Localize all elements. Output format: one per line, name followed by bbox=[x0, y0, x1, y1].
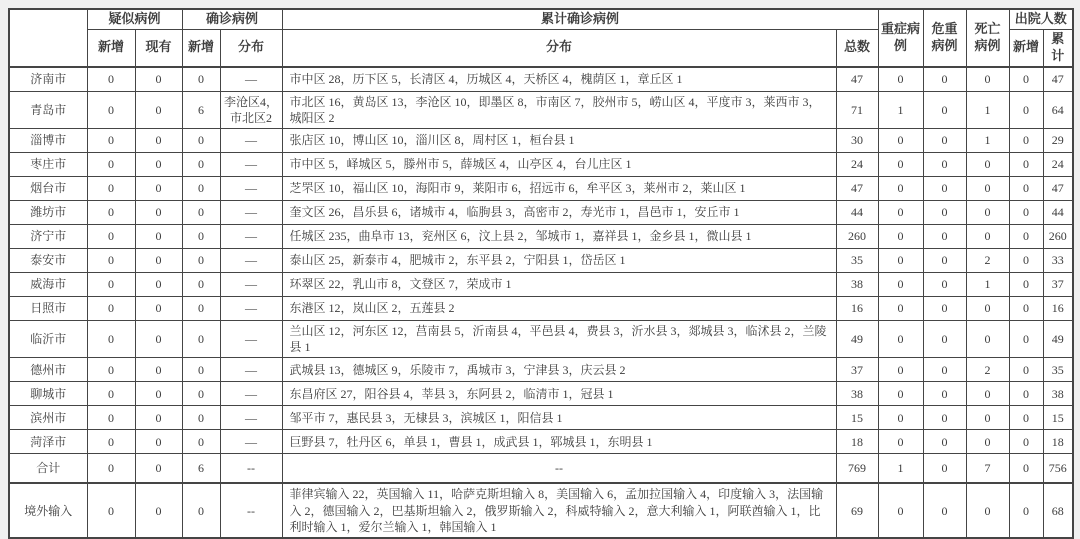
cell-suspected-new: 0 bbox=[87, 177, 135, 201]
header-suspected-cases: 疑似病例 bbox=[87, 9, 182, 29]
table-row bbox=[9, 273, 1073, 297]
cell-confirmed-dist: — bbox=[220, 297, 282, 321]
cell-discharged-cum: 24 bbox=[1043, 153, 1073, 177]
cell-severe: 0 bbox=[878, 430, 923, 454]
cell-cumulative-dist: 市中区 28，历下区 5，长清区 4，历城区 4，天桥区 4，槐荫区 1，章丘区 1 bbox=[282, 67, 836, 92]
cell-confirmed-dist: — bbox=[220, 177, 282, 201]
cell-city: 临沂市 bbox=[9, 321, 87, 358]
subheader-confirmed-dist: 分布 bbox=[220, 29, 282, 66]
cell-cumulative-dist: 市北区 16，黄岛区 13，李沧区 10，即墨区 8，市南区 7，胶州市 5，崂山区 4，平度市 3，莱西市 3，城阳区 2 bbox=[282, 91, 836, 128]
cell-cumulative-total: 16 bbox=[836, 297, 878, 321]
cell-city: 泰安市 bbox=[9, 249, 87, 273]
table-row bbox=[9, 382, 1073, 406]
cell-death: 1 bbox=[966, 273, 1009, 297]
table-row bbox=[9, 201, 1073, 225]
cell-confirmed-new: 0 bbox=[182, 297, 220, 321]
cell-cumulative-total: 18 bbox=[836, 430, 878, 454]
cell-critical: 0 bbox=[923, 225, 966, 249]
subheader-discharged-cum: 累计 bbox=[1043, 29, 1073, 66]
cell-severe: 0 bbox=[878, 153, 923, 177]
cell-critical: 0 bbox=[923, 454, 966, 484]
header-confirmed-cases: 确诊病例 bbox=[182, 9, 282, 29]
cell-city: 滨州市 bbox=[9, 406, 87, 430]
cell-cumulative-total: 24 bbox=[836, 153, 878, 177]
cell-cumulative-total: 44 bbox=[836, 201, 878, 225]
cell-suspected-new: 0 bbox=[87, 382, 135, 406]
cell-discharged-cum: 38 bbox=[1043, 382, 1073, 406]
cell-confirmed-dist: -- bbox=[220, 483, 282, 538]
cell-confirmed-new: 0 bbox=[182, 153, 220, 177]
cell-severe: 0 bbox=[878, 273, 923, 297]
cell-cumulative-dist: 张店区 10，博山区 10，淄川区 8，周村区 1，桓台县 1 bbox=[282, 129, 836, 153]
cell-confirmed-new: 0 bbox=[182, 406, 220, 430]
cell-severe: 0 bbox=[878, 129, 923, 153]
cell-city: 青岛市 bbox=[9, 91, 87, 128]
cell-suspected-new: 0 bbox=[87, 406, 135, 430]
cell-suspected-new: 0 bbox=[87, 454, 135, 484]
cell-cumulative-dist: 市中区 5，峄城区 5，滕州市 5，薛城区 4，山亭区 4，台儿庄区 1 bbox=[282, 153, 836, 177]
cell-confirmed-new: 0 bbox=[182, 201, 220, 225]
cell-death: 0 bbox=[966, 297, 1009, 321]
cell-city: 潍坊市 bbox=[9, 201, 87, 225]
cell-suspected-current: 0 bbox=[135, 406, 182, 430]
cell-severe: 0 bbox=[878, 201, 923, 225]
cell-discharged-cum: 47 bbox=[1043, 177, 1073, 201]
cell-confirmed-new: 0 bbox=[182, 177, 220, 201]
cell-discharged-new: 0 bbox=[1009, 483, 1043, 538]
cell-death: 0 bbox=[966, 406, 1009, 430]
cell-discharged-cum: 15 bbox=[1043, 406, 1073, 430]
cell-suspected-new: 0 bbox=[87, 273, 135, 297]
header-death-cases: 死亡病例 bbox=[966, 9, 1009, 67]
cell-death: 0 bbox=[966, 201, 1009, 225]
cell-cumulative-total: 38 bbox=[836, 382, 878, 406]
cell-discharged-new: 0 bbox=[1009, 382, 1043, 406]
cell-city: 枣庄市 bbox=[9, 153, 87, 177]
cell-severe: 0 bbox=[878, 297, 923, 321]
cell-city: 烟台市 bbox=[9, 177, 87, 201]
cell-suspected-current: 0 bbox=[135, 273, 182, 297]
table-row bbox=[9, 249, 1073, 273]
cell-city: 济南市 bbox=[9, 67, 87, 92]
cell-confirmed-new: 0 bbox=[182, 225, 220, 249]
cell-suspected-new: 0 bbox=[87, 67, 135, 92]
cell-death: 1 bbox=[966, 129, 1009, 153]
cell-confirmed-dist: -- bbox=[220, 454, 282, 484]
cell-suspected-new: 0 bbox=[87, 483, 135, 538]
cell-confirmed-dist: — bbox=[220, 129, 282, 153]
cell-confirmed-dist: — bbox=[220, 358, 282, 382]
cell-confirmed-new: 0 bbox=[182, 430, 220, 454]
cell-confirmed-dist: — bbox=[220, 321, 282, 358]
header-row-groups bbox=[9, 9, 1073, 29]
cell-confirmed-new: 0 bbox=[182, 358, 220, 382]
cell-confirmed-new: 0 bbox=[182, 321, 220, 358]
cell-suspected-new: 0 bbox=[87, 201, 135, 225]
cell-cumulative-total: 47 bbox=[836, 177, 878, 201]
cell-critical: 0 bbox=[923, 153, 966, 177]
table-body bbox=[9, 67, 1073, 538]
cell-cumulative-dist: 武城县 13，德城区 9，乐陵市 7，禹城市 3，宁津县 3，庆云县 2 bbox=[282, 358, 836, 382]
cell-confirmed-new: 0 bbox=[182, 273, 220, 297]
cell-critical: 0 bbox=[923, 67, 966, 92]
cell-discharged-new: 0 bbox=[1009, 153, 1043, 177]
cell-critical: 0 bbox=[923, 430, 966, 454]
cell-suspected-current: 0 bbox=[135, 67, 182, 92]
cell-discharged-new: 0 bbox=[1009, 454, 1043, 484]
cell-suspected-new: 0 bbox=[87, 249, 135, 273]
corner-cell bbox=[9, 9, 87, 67]
table-row bbox=[9, 297, 1073, 321]
cell-cumulative-total: 49 bbox=[836, 321, 878, 358]
cell-discharged-new: 0 bbox=[1009, 91, 1043, 128]
cell-severe: 0 bbox=[878, 382, 923, 406]
cell-suspected-new: 0 bbox=[87, 297, 135, 321]
cell-confirmed-dist: — bbox=[220, 273, 282, 297]
cell-suspected-new: 0 bbox=[87, 430, 135, 454]
cell-cumulative-dist: 邹平市 7，惠民县 3，无棣县 3，滨城区 1，阳信县 1 bbox=[282, 406, 836, 430]
cell-severe: 1 bbox=[878, 454, 923, 484]
cell-discharged-new: 0 bbox=[1009, 273, 1043, 297]
subheader-cumulative-dist: 分布 bbox=[282, 29, 836, 66]
cell-discharged-cum: 16 bbox=[1043, 297, 1073, 321]
header-cumulative-confirmed: 累计确诊病例 bbox=[282, 9, 878, 29]
cell-suspected-current: 0 bbox=[135, 321, 182, 358]
subheader-confirmed-new: 新增 bbox=[182, 29, 220, 66]
cell-confirmed-new: 0 bbox=[182, 67, 220, 92]
cell-city: 日照市 bbox=[9, 297, 87, 321]
cell-suspected-current: 0 bbox=[135, 153, 182, 177]
subheader-cumulative-total: 总数 bbox=[836, 29, 878, 66]
cell-severe: 0 bbox=[878, 67, 923, 92]
cell-confirmed-dist: — bbox=[220, 382, 282, 406]
cell-confirmed-new: 6 bbox=[182, 91, 220, 128]
cell-cumulative-total: 71 bbox=[836, 91, 878, 128]
cell-cumulative-dist: -- bbox=[282, 454, 836, 484]
cell-cumulative-dist: 兰山区 12，河东区 12，莒南县 5，沂南县 4，平邑县 4，费县 3，沂水县 3，郯城县 3，临沭县 2，兰陵县 1 bbox=[282, 321, 836, 358]
cell-suspected-new: 0 bbox=[87, 225, 135, 249]
cell-death: 1 bbox=[966, 91, 1009, 128]
cell-critical: 0 bbox=[923, 177, 966, 201]
cell-severe: 1 bbox=[878, 91, 923, 128]
table-row bbox=[9, 483, 1073, 538]
table-row bbox=[9, 129, 1073, 153]
cell-critical: 0 bbox=[923, 382, 966, 406]
cell-confirmed-dist: — bbox=[220, 406, 282, 430]
cell-city: 聊城市 bbox=[9, 382, 87, 406]
cell-discharged-cum: 33 bbox=[1043, 249, 1073, 273]
cell-city: 淄博市 bbox=[9, 129, 87, 153]
cell-confirmed-dist: — bbox=[220, 153, 282, 177]
cell-confirmed-dist: — bbox=[220, 430, 282, 454]
cell-cumulative-total: 30 bbox=[836, 129, 878, 153]
cell-discharged-cum: 44 bbox=[1043, 201, 1073, 225]
cell-suspected-current: 0 bbox=[135, 454, 182, 484]
cell-suspected-new: 0 bbox=[87, 321, 135, 358]
cell-cumulative-total: 69 bbox=[836, 483, 878, 538]
table-row bbox=[9, 358, 1073, 382]
cell-cumulative-total: 38 bbox=[836, 273, 878, 297]
cell-discharged-cum: 37 bbox=[1043, 273, 1073, 297]
cell-death: 0 bbox=[966, 225, 1009, 249]
subheader-suspected-current: 现有 bbox=[135, 29, 182, 66]
cell-discharged-cum: 260 bbox=[1043, 225, 1073, 249]
table-row bbox=[9, 91, 1073, 128]
cell-death: 0 bbox=[966, 321, 1009, 358]
cell-critical: 0 bbox=[923, 297, 966, 321]
cell-critical: 0 bbox=[923, 358, 966, 382]
cell-severe: 0 bbox=[878, 225, 923, 249]
covid-statistics-table bbox=[8, 8, 1074, 539]
cell-cumulative-dist: 环翠区 22，乳山市 8，文登区 7，荣成市 1 bbox=[282, 273, 836, 297]
cell-confirmed-dist: — bbox=[220, 225, 282, 249]
table-row bbox=[9, 454, 1073, 484]
cell-critical: 0 bbox=[923, 91, 966, 128]
table-row bbox=[9, 430, 1073, 454]
table-row bbox=[9, 321, 1073, 358]
cell-confirmed-dist: — bbox=[220, 201, 282, 225]
table-row bbox=[9, 177, 1073, 201]
cell-suspected-current: 0 bbox=[135, 358, 182, 382]
cell-death: 0 bbox=[966, 483, 1009, 538]
cell-suspected-new: 0 bbox=[87, 91, 135, 128]
cell-discharged-new: 0 bbox=[1009, 201, 1043, 225]
cell-discharged-new: 0 bbox=[1009, 129, 1043, 153]
cell-suspected-current: 0 bbox=[135, 201, 182, 225]
header-critical-cases: 危重病例 bbox=[923, 9, 966, 67]
cell-death: 0 bbox=[966, 153, 1009, 177]
cell-discharged-new: 0 bbox=[1009, 177, 1043, 201]
header-severe-cases: 重症病例 bbox=[878, 9, 923, 67]
cell-discharged-new: 0 bbox=[1009, 67, 1043, 92]
cell-death: 0 bbox=[966, 67, 1009, 92]
cell-discharged-cum: 756 bbox=[1043, 454, 1073, 484]
cell-city: 德州市 bbox=[9, 358, 87, 382]
cell-critical: 0 bbox=[923, 321, 966, 358]
cell-discharged-cum: 18 bbox=[1043, 430, 1073, 454]
cell-discharged-new: 0 bbox=[1009, 321, 1043, 358]
cell-suspected-current: 0 bbox=[135, 297, 182, 321]
cell-severe: 0 bbox=[878, 321, 923, 358]
cell-confirmed-dist: — bbox=[220, 67, 282, 92]
cell-confirmed-new: 0 bbox=[182, 382, 220, 406]
table-row bbox=[9, 67, 1073, 92]
cell-critical: 0 bbox=[923, 201, 966, 225]
cell-confirmed-new: 0 bbox=[182, 249, 220, 273]
cell-cumulative-total: 260 bbox=[836, 225, 878, 249]
cell-discharged-new: 0 bbox=[1009, 430, 1043, 454]
cell-death: 0 bbox=[966, 177, 1009, 201]
cell-city: 济宁市 bbox=[9, 225, 87, 249]
cell-confirmed-new: 0 bbox=[182, 129, 220, 153]
cell-city: 威海市 bbox=[9, 273, 87, 297]
cell-critical: 0 bbox=[923, 249, 966, 273]
cell-critical: 0 bbox=[923, 129, 966, 153]
cell-suspected-current: 0 bbox=[135, 129, 182, 153]
cell-suspected-current: 0 bbox=[135, 483, 182, 538]
cell-critical: 0 bbox=[923, 406, 966, 430]
cell-suspected-new: 0 bbox=[87, 358, 135, 382]
cell-suspected-current: 0 bbox=[135, 91, 182, 128]
cell-discharged-cum: 49 bbox=[1043, 321, 1073, 358]
cell-cumulative-total: 47 bbox=[836, 67, 878, 92]
cell-suspected-new: 0 bbox=[87, 129, 135, 153]
cell-severe: 0 bbox=[878, 406, 923, 430]
cell-city: 境外输入 bbox=[9, 483, 87, 538]
cell-cumulative-dist: 巨野县 7，牡丹区 6，单县 1，曹县 1，成武县 1，郓城县 1，东明县 1 bbox=[282, 430, 836, 454]
cell-confirmed-dist: 李沧区4，市北区2 bbox=[220, 91, 282, 128]
header-discharged: 出院人数 bbox=[1009, 9, 1073, 29]
cell-city: 菏泽市 bbox=[9, 430, 87, 454]
cell-death: 2 bbox=[966, 249, 1009, 273]
table-row bbox=[9, 406, 1073, 430]
cell-confirmed-dist: — bbox=[220, 249, 282, 273]
cell-cumulative-total: 35 bbox=[836, 249, 878, 273]
cell-cumulative-dist: 东港区 12，岚山区 2，五莲县 2 bbox=[282, 297, 836, 321]
cell-suspected-current: 0 bbox=[135, 382, 182, 406]
cell-severe: 0 bbox=[878, 483, 923, 538]
cell-suspected-current: 0 bbox=[135, 249, 182, 273]
cell-discharged-new: 0 bbox=[1009, 358, 1043, 382]
table-row bbox=[9, 225, 1073, 249]
cell-discharged-new: 0 bbox=[1009, 297, 1043, 321]
cell-suspected-new: 0 bbox=[87, 153, 135, 177]
subheader-discharged-new: 新增 bbox=[1009, 29, 1043, 66]
cell-suspected-current: 0 bbox=[135, 177, 182, 201]
cell-confirmed-new: 0 bbox=[182, 483, 220, 538]
cell-discharged-new: 0 bbox=[1009, 406, 1043, 430]
cell-death: 0 bbox=[966, 430, 1009, 454]
cell-severe: 0 bbox=[878, 249, 923, 273]
cell-discharged-cum: 64 bbox=[1043, 91, 1073, 128]
cell-death: 2 bbox=[966, 358, 1009, 382]
cell-suspected-current: 0 bbox=[135, 430, 182, 454]
cell-city: 合计 bbox=[9, 454, 87, 484]
cell-discharged-cum: 68 bbox=[1043, 483, 1073, 538]
cell-death: 7 bbox=[966, 454, 1009, 484]
cell-discharged-cum: 29 bbox=[1043, 129, 1073, 153]
subheader-suspected-new: 新增 bbox=[87, 29, 135, 66]
cell-death: 0 bbox=[966, 382, 1009, 406]
cell-cumulative-dist: 泰山区 25，新泰市 4，肥城市 2，东平县 2，宁阳县 1，岱岳区 1 bbox=[282, 249, 836, 273]
cell-cumulative-total: 15 bbox=[836, 406, 878, 430]
cell-critical: 0 bbox=[923, 483, 966, 538]
table-row bbox=[9, 153, 1073, 177]
cell-cumulative-dist: 菲律宾输入 22，英国输入 11，哈萨克斯坦输入 8，美国输入 6，孟加拉国输入 4，印度输入 3，法国输入 2，德国输入 2，巴基斯坦输入 2，俄罗斯输入 2，科威特输入 2，意大利输入 1，阿联酋输入 1，比利时输入 1，爱尔兰输入 1，韩国输入 1 bbox=[282, 483, 836, 538]
cell-confirmed-new: 6 bbox=[182, 454, 220, 484]
cell-suspected-current: 0 bbox=[135, 225, 182, 249]
cell-critical: 0 bbox=[923, 273, 966, 297]
cell-discharged-cum: 35 bbox=[1043, 358, 1073, 382]
cell-severe: 0 bbox=[878, 177, 923, 201]
cell-discharged-new: 0 bbox=[1009, 225, 1043, 249]
cell-discharged-cum: 47 bbox=[1043, 67, 1073, 92]
cell-cumulative-dist: 奎文区 26，昌乐县 6，诸城市 4，临朐县 3，高密市 2，寿光市 1，昌邑市 1，安丘市 1 bbox=[282, 201, 836, 225]
cell-cumulative-dist: 芝罘区 10，福山区 10，海阳市 9，莱阳市 6，招远市 6，牟平区 3，莱州市 2，莱山区 1 bbox=[282, 177, 836, 201]
cell-cumulative-total: 769 bbox=[836, 454, 878, 484]
cell-discharged-new: 0 bbox=[1009, 249, 1043, 273]
cell-cumulative-dist: 东昌府区 27，阳谷县 4，莘县 3，东阿县 2，临清市 1，冠县 1 bbox=[282, 382, 836, 406]
table-header bbox=[9, 9, 1073, 67]
cell-cumulative-total: 37 bbox=[836, 358, 878, 382]
cell-severe: 0 bbox=[878, 358, 923, 382]
cell-cumulative-dist: 任城区 235，曲阜市 13，兖州区 6，汶上县 2，邹城市 1，嘉祥县 1，金乡县 1，微山县 1 bbox=[282, 225, 836, 249]
